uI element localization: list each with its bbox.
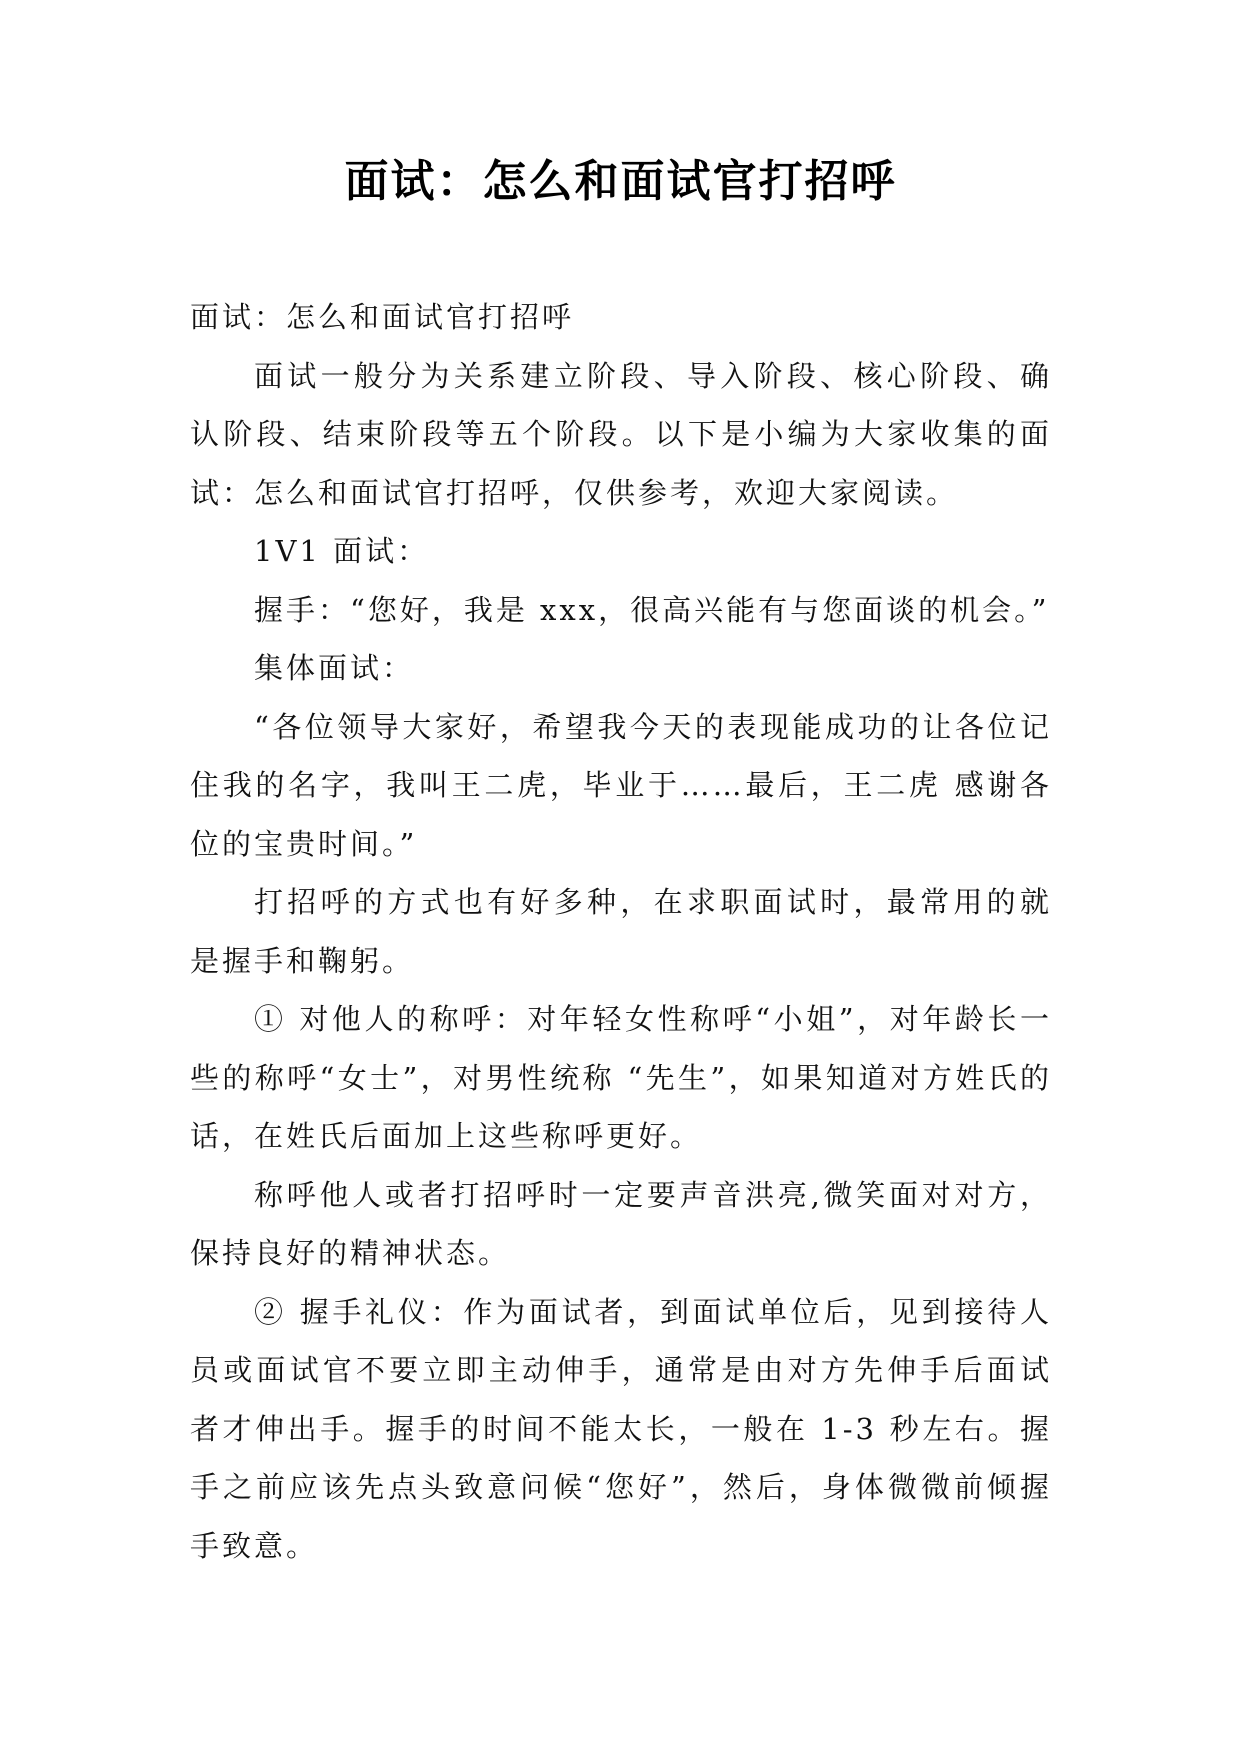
paragraph-intro: 面试一般分为关系建立阶段、导入阶段、核心阶段、确认阶段、结束阶段等五个阶段。以下是小编为大家收集的面试：怎么和面试官打招呼，仅供参考，欢迎大家阅读。 [190,358,1052,510]
document-title: 面试：怎么和面试官打招呼 [344,156,897,207]
paragraph-heading: 面试：怎么和面试官打招呼 [190,300,575,334]
paragraph-handshake: ② 握手礼仪：作为面试者，到面试单位后，见到接待人员或面试官不要立即主动伸手，通常是由对方先伸手后面试者才伸出手。握手的时间不能太长，一般在 1-3 秒左右。握手之前应该先点头致意问候“您好”，然后，身体微微前倾握手致意。 [190,1294,1052,1563]
paragraph-1v1-heading: 1V1 面试： [254,534,430,568]
document-body [190,288,1052,1575]
paragraph-group-greeting: “各位领导大家好，希望我今天的表现能成功的让各位记住我的名字，我叫王二虎，毕业于……最后，王二虎 感谢各位的宝贵时间。” [190,709,1052,861]
paragraph-1v1-greeting: 握手：“您好，我是 xxx，很高兴能有与您面谈的机会。” [254,592,1050,627]
paragraph-group-heading: 集体面试： [254,651,415,685]
paragraph-addressing: ① 对他人的称呼：对年轻女性称呼“小姐”，对年龄长一些的称呼“女士”，对男性统称 “先生”，如果知道对方姓氏的话，在姓氏后面加上这些称呼更好。 [190,1002,1052,1153]
paragraph-greeting-methods: 打招呼的方式也有好多种，在求职面试时，最常用的就是握手和鞠躬。 [190,885,1052,978]
paragraph-voice-smile: 称呼他人或者打招呼时一定要声音洪亮,微笑面对对方，保持良好的精神状态。 [190,1177,1052,1270]
